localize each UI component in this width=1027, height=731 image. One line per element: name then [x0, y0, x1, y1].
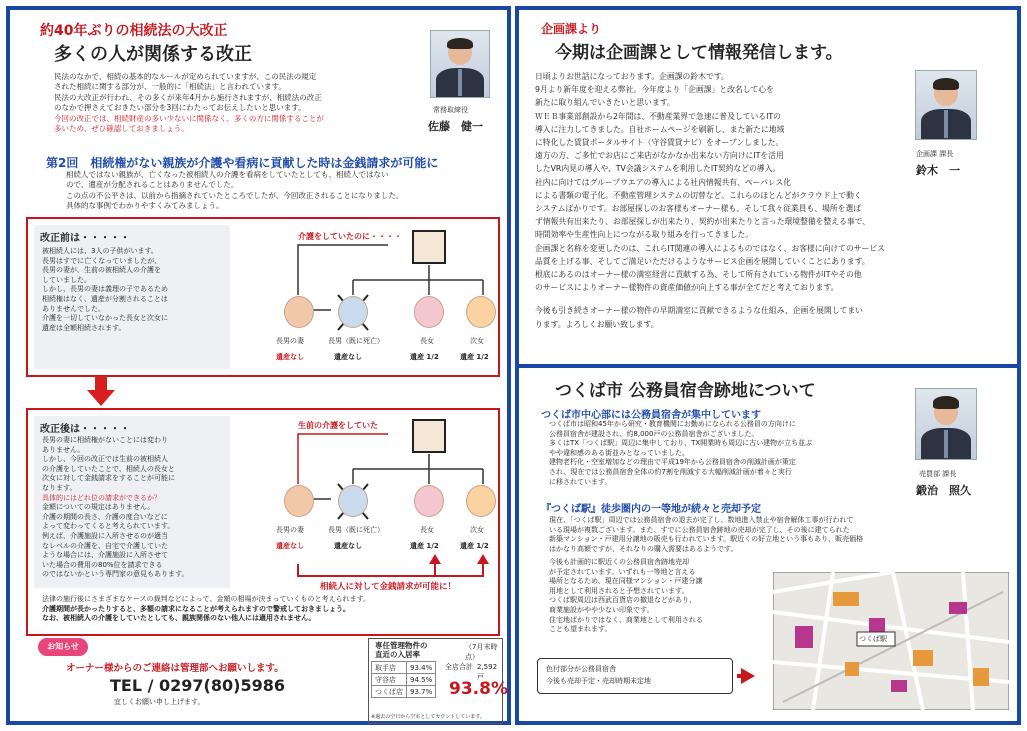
- before-caption: 介護をしていたのに・・・・: [298, 232, 402, 241]
- total-units: 2,592戸: [477, 663, 498, 681]
- author-photo-kaji: [915, 388, 977, 460]
- share-label: 遺産なし: [334, 542, 362, 550]
- before-text: 被相続人には、3人の子供がいます。 長男はすでに亡くなっていましたが、 長男の妻が、生前の被相続人の介護を していました。 しかし、長男の妻は義理の子であるため 相続権はなく、遺産が分割されることは ありませんでした。 介護を一切していなかった長女と次女に 遺産は全額相続されます。: [42, 247, 168, 332]
- share-label: 遺産なし: [276, 353, 304, 361]
- after-text: 長男の妻に相続権がないことには変わり ありません。 しかし、今回の改正では生前の被相続人 の介護をしていたことで、相続人の長女と 次女に対して金銭請求をすることが可能に なります。 具体的にはどれ位の請求ができるか？ 金額についての規定はありません。 介護の期間の長さ、介護の度合いなどに よって変わってくると考えられています。 例えば、介護施設に入所させるのが適当 なレベルの介護を、自宅で介護していた ような場合には、介護施設に入所させて いた場合の費用の80%位を請求できる のではないかという専門家の意見もあります。: [42, 436, 189, 579]
- occupancy-title: 専任管理物件の 直近の入居率: [375, 641, 428, 659]
- tel-number[interactable]: TEL / 0297(80)5986: [110, 676, 285, 695]
- after-bottom-text: 法律の施行後にさまざまなケースの裁判などによって、金額の相場が決まっていくものと考えられます。 介護期間が長かったりすると、多額の請求になることが考えられますので警戒しておきましょう。 なお、被相続人の介護をしていたとしても、親族関係のない他人には適用されません。: [42, 595, 370, 623]
- share-label: 遺産なし: [334, 353, 362, 361]
- share-label: 遺産 1/2: [460, 542, 489, 550]
- author-photo-sato: [430, 30, 490, 98]
- person-label: 長女: [420, 526, 434, 534]
- daughter2-icon: [466, 485, 496, 517]
- occupancy-table: 取手店 93.4% 守谷店 94.5% つくば店 93.7%: [371, 661, 436, 698]
- share-label: 遺産 1/2: [460, 353, 489, 361]
- notice-badge: お知らせ: [38, 638, 88, 656]
- map-station-label: つくば駅: [859, 635, 887, 643]
- legend-line: 色付部分が公務員宿舎: [546, 665, 616, 673]
- person-label: 次女: [470, 337, 484, 345]
- down-arrow-icon: [86, 376, 116, 408]
- intro-text: 民法のなかで、相続の基本的なルールが定められていますが、この民法の規定 された相続に関する部分が、一般的に「相続法」と言われています。 民法の大改正が行われ、その多くが来年4月から施行されますが、相続法の改正 のなかで押さえておきたい部分を3回にわたってお伝えしたいと思います。 今回の改正では、相続財産の多い少ないに関係なく、多くの方に関係することが 多いため、ぜひ確認しておきましょう。: [54, 72, 324, 134]
- before-heading: 改正前は・・・・・: [40, 233, 130, 244]
- subtitle-1: つくば市中心部には公務員宿舎が集中しています: [541, 410, 761, 421]
- inheritance-law-panel: [6, 6, 511, 725]
- body-1: つくば市は昭和45年から研究・教育機関にお勤めになられる公務員の方向けに 公務員宿舎が建設され、約8,000戸の公務員宿舎がございました。 多くはTX「つくば駅」周辺に集中しており、TX開業時も周辺に古い建物が立ち並ぶ やや違和感のある街並みとなっていました。 建物老朽化・空室増加などの理由で平成19年から公務員宿舎の削減計画が策定 され、現在では公務員宿舎全体の約7割を削減する大幅削減計画が着々と実行 に移されています。: [549, 420, 813, 486]
- author-name: 鈴木 一: [916, 164, 960, 177]
- occupancy-box: [368, 638, 508, 724]
- planning-dept-panel: [515, 6, 1021, 368]
- total-rate: 93.8%: [449, 679, 508, 699]
- daughter2-icon: [466, 296, 496, 328]
- section-title: 今期は企画課として情報発信します。: [555, 43, 843, 63]
- section-title: 第2回 相続権がない親族が介護や看病に貢献した時は金銭請求が可能に: [46, 156, 439, 170]
- page-title: 多くの人が関係する改正: [54, 44, 252, 65]
- claim-label: 相続人に対して金銭請求が可能に！: [320, 582, 457, 592]
- before-box: [26, 217, 500, 377]
- total-label: 全店合計: [445, 663, 473, 671]
- person-label: 長男の妻: [276, 337, 304, 345]
- share-label: 遺産 1/2: [410, 542, 439, 550]
- closing-text: 宜しくお願い申し上げます。: [114, 698, 205, 706]
- occupancy-date: （7月末時点）: [465, 643, 498, 661]
- kicker: 企画課より: [541, 22, 602, 36]
- section-body: 相続人ではない親族が、亡くなった被相続人の介護を看病をしていたとしても、相続人ではない ので、遺産が分配されることはありませんでした。 この点の不公平さは、以前から指摘されていたところでしたが、今回改正されることになりました。 具体的な事例でわかりやすくみてみましょう。: [66, 170, 404, 211]
- after-heading: 改正後は・・・・・: [40, 424, 130, 435]
- wife-icon: [284, 296, 314, 328]
- tsukuba-map: [773, 572, 1009, 710]
- occupancy-note: ※過去の空日から空室としてカウントしています。: [371, 714, 485, 720]
- section-title: つくば市 公務員宿舎跡地について: [555, 381, 816, 401]
- author-name: 鍛治 照久: [916, 484, 971, 497]
- legend-line: 今後も売却予定・売却時期未定地: [546, 677, 651, 685]
- planning-body: 日頃よりお世話になっております。企画課の鈴木です。 9月より新年度を迎える弊社。今年度より「企画課」と改名して心を 新たに取り組んでいきたいと思います。 ＷＥＢ事業部創設から2年間は、不動産業界で急速に普及しているITの 導入に注力してきました。自社ホームページを刷新し、また新たに地域 に特化した賃貸ポータルサイト（守谷賃貸ナビ）をオープンしました。 遠方の方、ご多忙でお店にご来店がなかなか出来ない方向けにITを活用 したVR内見の導入や、TV会議システムを利用したIT契約などの導入。 社内に向けてはグループウエアの導入による社内情報共有、ペーパレス化 による書類の電子化。不動産管理システムの切替など。これらのほとんどがクラウド上で動く システムばかりです。お部屋探しのお客様もオーナー様も、そして我々従業員も、場所を選ば ず情報共有出来たり、お部屋探しが出来たり、契約が出来たりと言った環境整備を整える事で、 時間効率や生産性向上につながる取り組みを行ってきました。 企画課と名称を変更したのは、これらIT関連の導入によるものではなく、お客様に向けてのサービス 品質を上げる事、そしてご満足いただけるようなサービス企画を展開していくことにあります。 根底にあるのはオーナー様の満室経営に貢献する為、そして所有されている物件がITやその他 のサービスによりオーナー様物件の資産価値が向上する事が全てだと考えております。 今後も引き続きオーナー様の物件の早期満室に貢献できるような仕組み、企画を展開してまい ります。よろしくお願い致します。: [535, 72, 885, 329]
- person-label: 長男（既に死亡）: [328, 337, 384, 345]
- share-label: 遺産なし: [276, 542, 304, 550]
- author-title: 企画課 課長: [916, 150, 954, 158]
- daughter1-icon: [414, 485, 444, 517]
- author-title: 常務取締役: [433, 106, 468, 114]
- arrow-right-icon: [741, 668, 755, 684]
- body-2: 現在、「つくば駅」周辺では公務員宿舎の退去が完了し、数地進入禁止や宿舎解体工事が行われて いる現場が複数ございます。また、すでに公務員宿舎跡地の売却が完了し、その後に建てられた 新築マンション・戸建用分譲地の販売も行われています。駅近くの好立地という事もあり、販売価格 はかなり高額ですが、それなりの購入需要はあるようです。: [549, 516, 864, 553]
- tsukuba-panel: [515, 368, 1021, 725]
- person-label: 長男の妻: [276, 526, 304, 534]
- body-3: 今後も計画的に駅近くの公務員宿舎跡地売却 が予定されています。いずれも一等地と言える 場所となるため、現在同様マンション・戸建分譲 用地として利用されると予想されています。 つくば駅周辺は西武百貨店の撤退などがあり、 商業施設がやや少ない印象です。 住宅地ばかりではなく、商業地として利用される ことも望まれます。: [549, 558, 703, 634]
- after-box: [26, 408, 500, 636]
- person-label: 長男（既に死亡）: [328, 526, 384, 534]
- person-label: 長女: [420, 337, 434, 345]
- author-name: 佐藤 健一: [428, 120, 483, 133]
- map-legend: [537, 658, 733, 694]
- deceased-son-icon: [338, 296, 368, 328]
- author-title: 売買部 課長: [919, 470, 957, 478]
- after-caption: 生前の介護をしていた: [298, 421, 378, 430]
- share-label: 遺産 1/2: [410, 353, 439, 361]
- arrow-shaft: [737, 674, 743, 678]
- person-label: 次女: [470, 526, 484, 534]
- subtitle-2: 『つくば駅』徒歩圏内の一等地が続々と売却予定: [541, 504, 761, 515]
- deceased-son-icon: [338, 485, 368, 517]
- after-family-diagram: [243, 414, 493, 594]
- notice-text: オーナー様からのご連絡は管理部へお願いします。: [66, 663, 284, 674]
- daughter1-icon: [414, 296, 444, 328]
- wife-icon: [284, 485, 314, 517]
- kicker: 約40年ぶりの相続法の大改正: [40, 23, 228, 39]
